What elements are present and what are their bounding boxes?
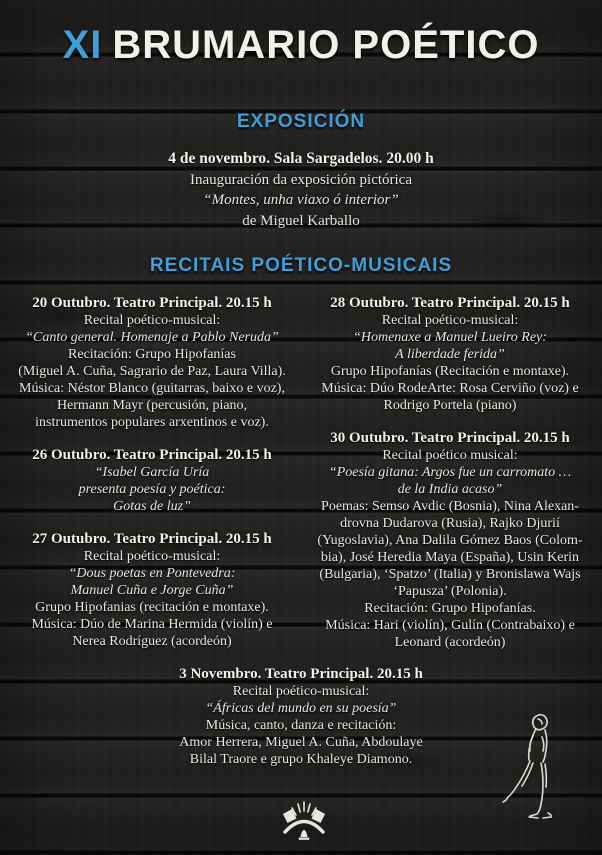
- text-line: Recitación: Grupo Hipofanías.: [364, 601, 536, 616]
- text-line: Inauguración da exposición pictórica: [190, 171, 412, 188]
- text-line: ‘Papusza’ (Polonia).: [393, 584, 507, 599]
- text-line: 30 Outubro. Teatro Principal. 20.15 h: [330, 430, 570, 446]
- walking-figure-icon: [502, 710, 570, 840]
- text-line: Amor Herrera, Miguel A. Cuña, Abdoulaye: [179, 735, 423, 750]
- text-line: “Dous poetas en Pontevedra:: [68, 566, 236, 581]
- event-block: [6, 447, 298, 515]
- text-line: de la India acaso”: [397, 482, 503, 497]
- text-line: Música, canto, danza e recitación:: [205, 718, 397, 733]
- page-title: [0, 22, 602, 68]
- text-line: 28 Outubro. Teatro Principal. 20.15 h: [330, 295, 570, 311]
- text-line: 4 de novembro. Sala Sargadelos. 20.00 h: [168, 150, 434, 167]
- text-line: (Yugoslavia), Ana Dalila Gómez Baos (Colom-: [317, 533, 583, 548]
- text-line: Música: Hari (violín), Gulín (Contrabaixo) e: [325, 618, 575, 633]
- text-line: 27 Outubro. Teatro Principal. 20.15 h: [32, 531, 272, 547]
- event-block: [302, 295, 598, 414]
- text-line: Hermann Mayr (percusión, piano,: [56, 398, 248, 413]
- text-line: bia), José Heredia Maya (España), Usin Kerin: [320, 550, 580, 565]
- text-line: “Áfricas del mundo en su poesía”: [205, 701, 397, 716]
- text-line: Rodrigo Portela (piano): [383, 398, 517, 413]
- exposicion-heading: EXPOSICIÓN: [236, 111, 366, 132]
- text-line: Recital poético-musical:: [232, 684, 370, 699]
- text-line: 26 Outubro. Teatro Principal. 20.15 h: [32, 447, 272, 463]
- event-block: [6, 531, 298, 650]
- text-line: Recital poético-musical:: [83, 549, 221, 564]
- title-main-text: BRUMARIO POÉTICO: [112, 23, 540, 67]
- text-line: instrumentos populares arxentinos e voz).: [35, 415, 269, 430]
- text-line: Recital poético-musical:: [381, 313, 519, 328]
- text-line: “Montes, unha viaxo ó interior”: [203, 192, 399, 208]
- text-line: Nerea Rodríguez (acordeón): [72, 634, 232, 649]
- text-line: Manuel Cuña e Jorge Cuña”: [70, 583, 234, 598]
- text-line: “Homenaxe a Manuel Lueiro Rey:: [353, 330, 547, 345]
- text-line: 20 Outubro. Teatro Principal. 20.15 h: [32, 295, 272, 311]
- recitais-left-column: [6, 295, 298, 666]
- text-line: 3 Novembro. Teatro Principal. 20.15 h: [179, 666, 423, 682]
- text-line: Gotas de luz”: [113, 499, 191, 514]
- exposicion-block: [0, 149, 602, 231]
- text-line: “Isabel García Uría: [94, 465, 210, 480]
- text-line: Música: Dúo RodeArte: Rosa Cerviño (voz) e: [321, 381, 579, 396]
- text-line: de Miguel Karballo: [242, 212, 360, 229]
- theater-emblem-icon: [276, 799, 332, 845]
- text-line: “Canto general. Homenaje a Pablo Neruda”: [25, 330, 279, 345]
- text-line: Música: Dúo de Marina Hermida (violín) e: [31, 617, 273, 632]
- text-line: “Poesía gitana: Argos fue un carromato …: [328, 465, 572, 480]
- title-roman-numeral: XI: [62, 23, 103, 67]
- text-line: Recital poético musical:: [382, 448, 518, 463]
- recitais-heading: RECITAIS POÉTICO-MUSICAIS: [149, 255, 453, 276]
- event-block: [6, 295, 298, 431]
- text-line: (Miguel A. Cuña, Sagrario de Paz, Laura Villa).: [18, 364, 286, 379]
- text-line: Bilal Traore e grupo Khaleye Diamono.: [189, 752, 413, 767]
- event-block: [302, 430, 598, 651]
- text-line: Leonard (acordeón): [394, 635, 506, 650]
- text-line: A liberdade ferida”: [395, 347, 505, 362]
- text-line: drovna Dudarova (Rusia), Rajko Djurií: [340, 516, 560, 531]
- text-line: Música: Néstor Blanco (guitarras, baixo e voz),: [19, 381, 285, 396]
- text-line: Poemas: Semso Avdic (Bosnia), Nina Alexan-: [321, 499, 579, 514]
- text-line: Recitación: Grupo Hipofanías: [68, 347, 236, 362]
- text-line: presenta poesía y poética:: [78, 482, 226, 497]
- text-line: Grupo Hipofanías (Recitación e montaxe).: [330, 364, 570, 379]
- recitais-right-column: [302, 295, 598, 667]
- text-line: Recital poético-musical:: [83, 313, 221, 328]
- text-line: (Bulgaria), ‘Spatzo’ (Italia) y Bronislawa Wajs: [319, 567, 581, 582]
- text-line: Grupo Hipofanias (recitación e montaxe).: [35, 600, 269, 615]
